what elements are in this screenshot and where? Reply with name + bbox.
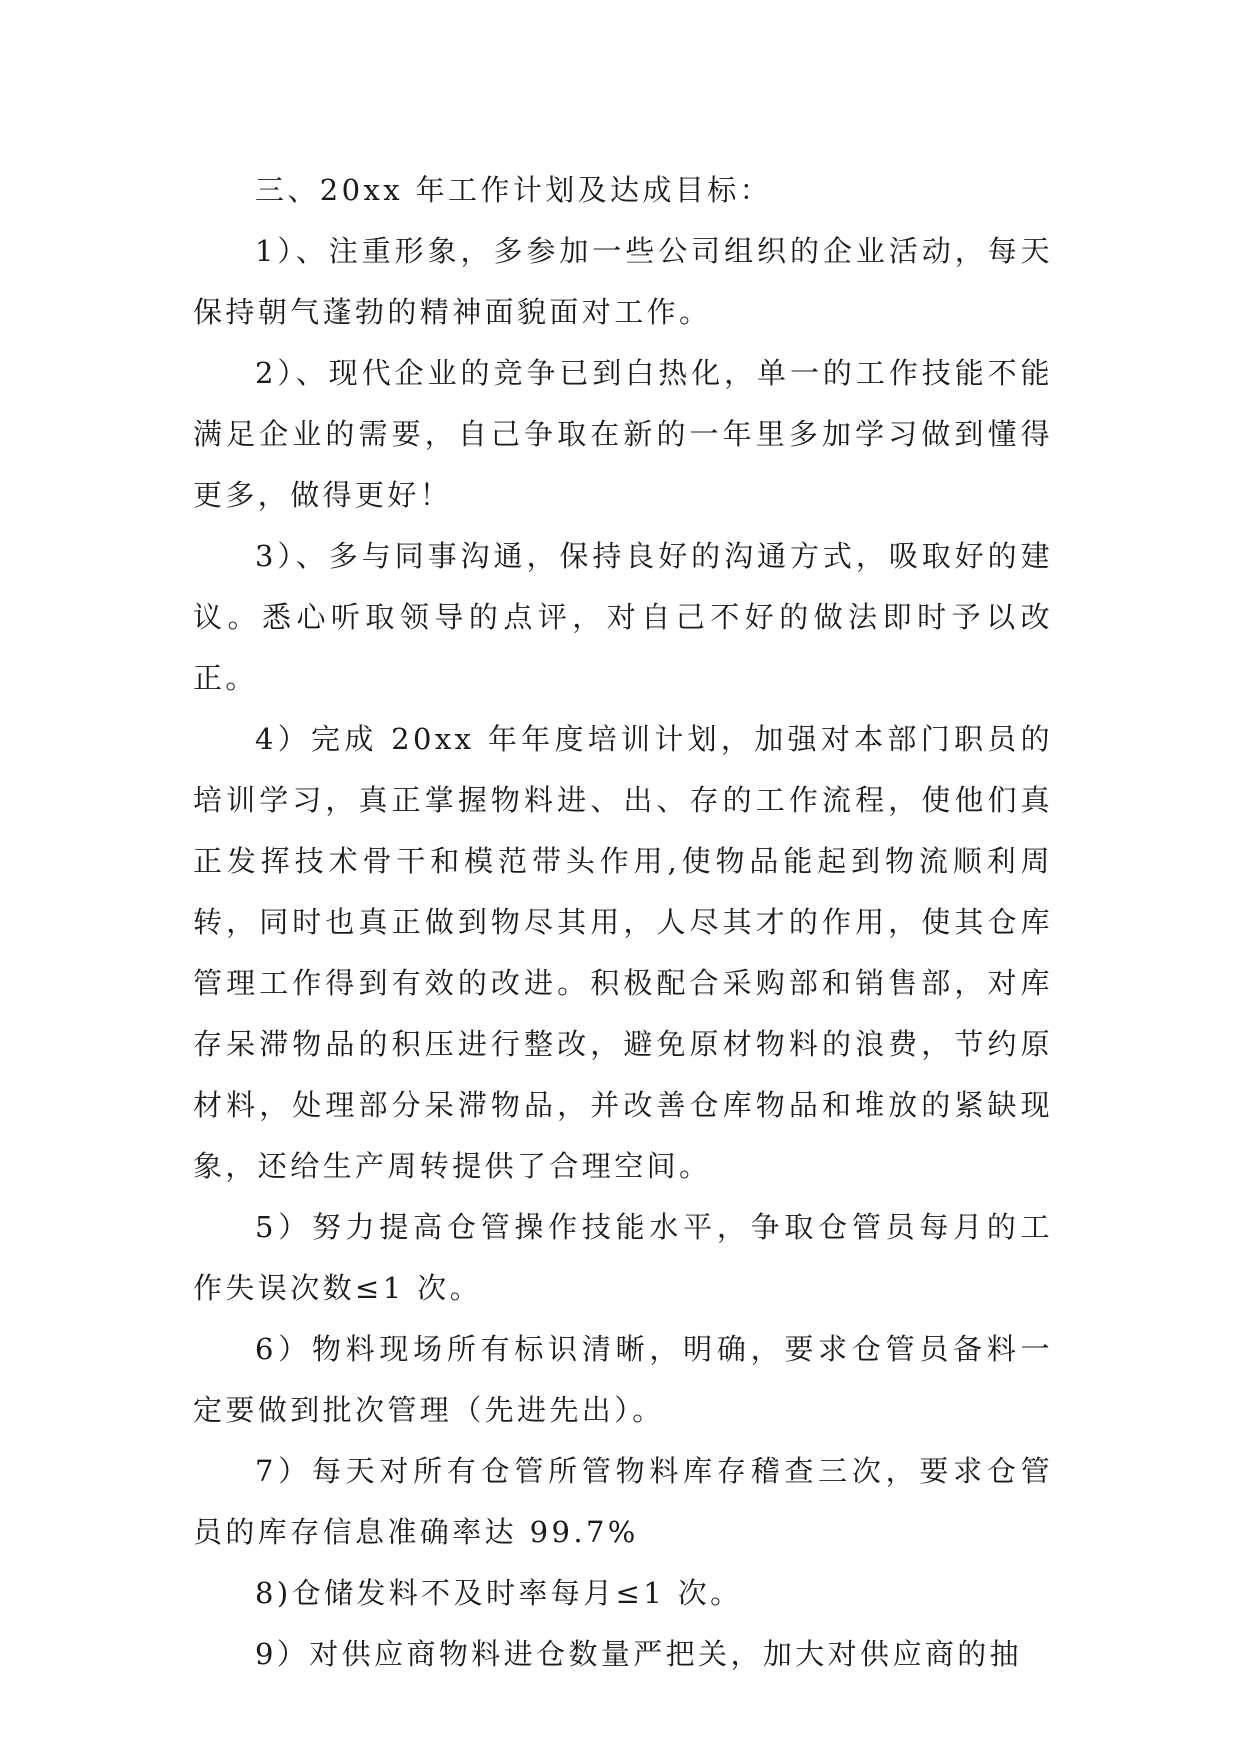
paragraph-item-5: 5）努力提高仓管操作技能水平，争取仓管员每月的工作失误次数≤1 次。 xyxy=(193,1210,1053,1305)
section-heading: 三、20xx 年工作计划及达成目标： xyxy=(255,173,773,207)
paragraph-item-3: 3）、多与同事沟通，保持良好的沟通方式，吸取好的建议。悉心听取领导的点评，对自己不好的做法即时予以改正。 xyxy=(193,539,1053,695)
document-body xyxy=(193,160,1053,1685)
paragraph-item-9: 9）对供应商物料进仓数量严把关，加大对供应商的抽 xyxy=(255,1637,1023,1671)
paragraph-item-1: 1）、注重形象，多参加一些公司组织的企业活动，每天保持朝气蓬勃的精神面貌面对工作。 xyxy=(193,234,1053,329)
paragraph-item-4: 4）完成 20xx 年年度培训计划，加强对本部门职员的培训学习，真正掌握物料进、出、存的工作流程，使他们真正发挥技术骨干和模范带头作用,使物品能起到物流顺利周转，同时也真正做到物尽其用，人尽其才的作用，使其仓库管理工作得到有效的改进。积极配合采购部和销售部，对库存呆滞物品的积压进行整改，避免原材物料的浪费，节约原材料，处理部分呆滞物品，并改善仓库物品和堆放的紧缺现象，还给生产周转提供了合理空间。 xyxy=(193,722,1053,1183)
paragraph-item-7: 7）每天对所有仓管所管物料库存稽查三次，要求仓管员的库存信息准确率达 99.7% xyxy=(193,1454,1053,1549)
paragraph-item-8: 8)仓储发料不及时率每月≤1 次。 xyxy=(255,1576,743,1610)
paragraph-item-6: 6）物料现场所有标识清晰，明确，要求仓管员备料一定要做到批次管理（先进先出）。 xyxy=(193,1332,1053,1427)
paragraph-item-2: 2）、现代企业的竞争已到白热化，单一的工作技能不能满足企业的需要，自己争取在新的一年里多加学习做到懂得更多，做得更好！ xyxy=(193,356,1053,512)
